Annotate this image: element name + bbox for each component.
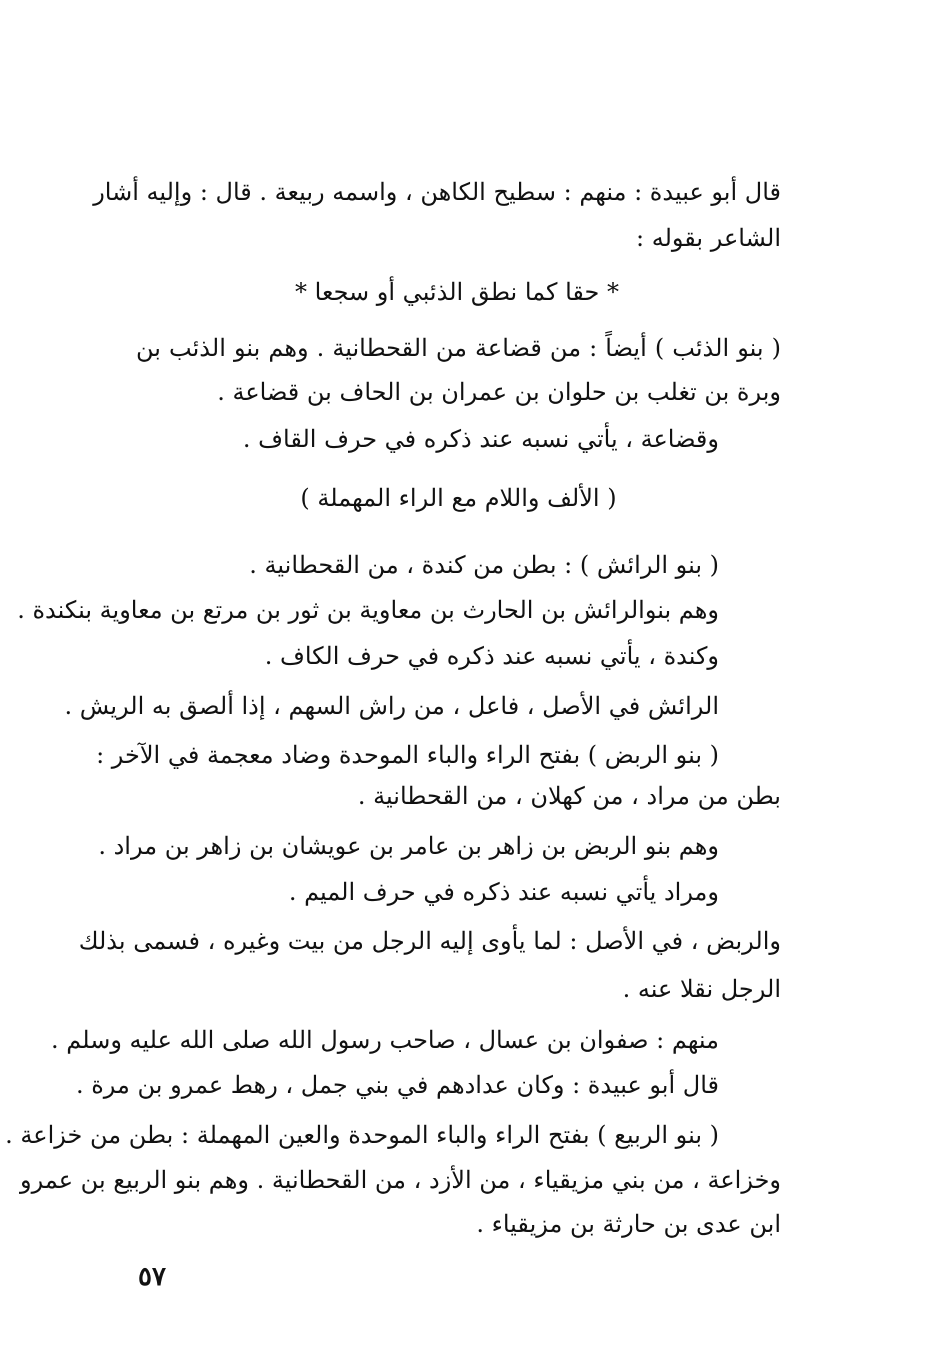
- text-line: الشاعر بقوله :: [635, 224, 781, 252]
- text-line: ابن عدى بن حارثة بن مزيقياء .: [476, 1210, 781, 1238]
- text-line: وقضاعة ، يأتي نسبه عند ذكره في حرف القاف .: [242, 425, 719, 453]
- text-line: وخزاعة ، من بني مزيقياء ، من الأزد ، من القحطانية . وهم بنو الربيع بن عمرو: [20, 1166, 781, 1194]
- page-number: ٥٧: [138, 1262, 166, 1292]
- text-line: ( بنو الذئب ) أيضاً : من قضاعة من القحطانية . وهم بنو الذئب بن: [136, 334, 781, 362]
- text-line: ومراد يأتي نسبه عند ذكره في حرف الميم .: [288, 878, 719, 906]
- text-line: ( بنو الرائش ) : بطن من كندة ، من القحطانية .: [249, 551, 719, 579]
- text-line: بطن من مراد ، من كهلان ، من القحطانية .: [357, 782, 781, 810]
- text-line: الرائش في الأصل ، فاعل ، من راش السهم ، إذا ألصق به الريش .: [64, 692, 719, 720]
- text-line: ( بنو الربض ) بفتح الراء والباء الموحدة وضاد معجمة في الآخر :: [96, 741, 719, 769]
- text-line: والربض ، في الأصل : لما يأوى إليه الرجل من بيت وغيره ، فسمى بذلك: [78, 927, 781, 955]
- text-line: قال أبو عبيدة : وكان عدادهم في بني جمل ، رهط عمرو بن مرة .: [75, 1071, 719, 1099]
- text-line: قال أبو عبيدة : منهم : سطيح الكاهن ، واسمه ربيعة . قال : وإليه أشار: [93, 178, 781, 206]
- text-line: وهم بنوالرائش بن الحارث بن معاوية بن ثور بن مرتع بن معاوية بنكندة .: [17, 596, 719, 624]
- section-heading: ( الألف واللام مع الراء المهملة ): [300, 484, 617, 512]
- verse-line: * حقا كما نطق الذئبي أو سجعا *: [295, 278, 619, 306]
- text-line: ( بنو الربيع ) بفتح الراء والباء الموحدة والعين المهملة : بطن من خزاعة .: [5, 1121, 719, 1149]
- text-line: منهم : صفوان بن عسال ، صاحب رسول الله صلى الله عليه وسلم .: [51, 1026, 719, 1054]
- text-line: وهم بنو الربض بن زاهر بن عامر بن عويشان بن زاهر بن مراد .: [98, 832, 719, 860]
- text-line: وكندة ، يأتي نسبه عند ذكره في حرف الكاف .: [264, 642, 719, 670]
- text-line: وبرة بن تغلب بن حلوان بن عمران بن الحاف بن قضاعة .: [217, 378, 781, 406]
- text-line: الرجل نقلا عنه .: [622, 975, 781, 1003]
